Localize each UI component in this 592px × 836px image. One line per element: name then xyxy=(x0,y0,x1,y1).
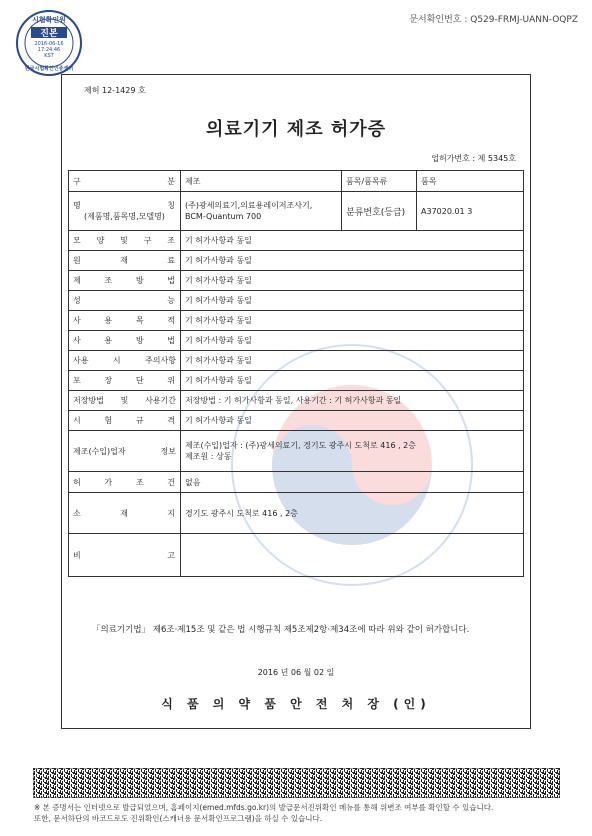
table-row xyxy=(69,391,524,411)
manufacturer-line1: 제조(수입)업자 : (주)광세의료기, 경기도 광주시 도척로 416 , 2층 xyxy=(185,441,416,450)
name-value xyxy=(181,192,342,231)
name-label xyxy=(69,192,181,231)
certificate-title: 의료기기 제조 허가증 xyxy=(205,119,387,140)
document-id: 문서확인번호 : Q529-FRMJ-UANN-OQPZ xyxy=(409,15,578,25)
table-row xyxy=(69,534,524,577)
usage-label: 사 용 방 법 xyxy=(69,331,181,351)
name-label-line1: 명 칭 xyxy=(73,201,176,210)
table-row xyxy=(69,171,524,192)
seal-date: 2016-06-16 xyxy=(34,41,64,47)
material-label: 원 재 료 xyxy=(69,251,181,271)
packaging-label: 포 장 단 위 xyxy=(69,371,181,391)
purpose-label: 사 용 목 적 xyxy=(69,311,181,331)
issue-date: 2016 년 06 월 02 일 xyxy=(257,668,335,677)
location-label: 소 재 지 xyxy=(69,493,181,534)
usage-value: 기 허가사항과 동일 xyxy=(181,331,524,351)
test-spec-value: 기 허가사항과 동일 xyxy=(181,411,524,431)
item-value: 품목 xyxy=(417,171,524,192)
material-value: 기 허가사항과 동일 xyxy=(181,251,524,271)
name-value-line2: BCM-Quantum 700 xyxy=(185,212,262,221)
footer-line1: ※ 본 증명서는 인터넷으로 발급되었으며, 홈페이지(emed.mfds.go.kr)의 발급문서진위확인 메뉴를 통해 위변조 여부를 확인할 수 있습니다. xyxy=(34,803,494,812)
name-value-line1: (주)광세의료기,의료용레이저조사기, xyxy=(185,201,313,210)
verification-barcode-icon xyxy=(33,768,560,798)
seal-main: 진본 xyxy=(40,29,58,39)
type-label: 구 분 xyxy=(69,171,181,192)
type-value: 제조 xyxy=(181,171,342,192)
issuer-name: 식 품 의 약 품 안 전 처 장 (인) xyxy=(161,697,431,711)
table-row xyxy=(69,371,524,391)
table-row xyxy=(69,431,524,472)
class-label: 분류번호(등급) xyxy=(342,192,417,231)
name-label-line2: (제품명,품목명,모델명) xyxy=(84,212,165,221)
remarks-value xyxy=(181,534,524,577)
storage-label: 저장방법 및 사용기간 xyxy=(69,391,181,411)
manufacturer-label: 제조(수입)업자 정보 xyxy=(69,431,181,472)
permit-number: 제허 12-1429 호 xyxy=(84,86,146,95)
remarks-label: 비 고 xyxy=(69,534,181,577)
table-row xyxy=(69,472,524,493)
storage-value: 저장방법 : 기 허가사항과 동일, 사용기간 : 기 허가사항과 동일 xyxy=(181,391,524,411)
table-row xyxy=(69,271,524,291)
class-value: A37020.01 3 xyxy=(417,192,524,231)
performance-value: 기 허가사항과 동일 xyxy=(181,291,524,311)
seal-code: KST xyxy=(44,53,54,59)
purpose-value: 기 허가사항과 동일 xyxy=(181,311,524,331)
table-row xyxy=(69,311,524,331)
permit-details-table xyxy=(68,170,524,577)
footer-note xyxy=(34,802,493,824)
caution-value: 기 허가사항과 동일 xyxy=(181,351,524,371)
authenticity-seal-icon xyxy=(14,8,84,78)
caution-label: 사용 시 주의사항 xyxy=(69,351,181,371)
table-row xyxy=(69,411,524,431)
location-value: 경기도 광주시 도척로 416 , 2층 xyxy=(181,493,524,534)
method-label: 제 조 방 법 xyxy=(69,271,181,291)
test-spec-label: 시 험 규 격 xyxy=(69,411,181,431)
seal-time: 17:24:46 xyxy=(37,47,61,53)
table-row xyxy=(69,231,524,251)
condition-label: 허 가 조 건 xyxy=(69,472,181,493)
condition-value: 없음 xyxy=(181,472,524,493)
table-row xyxy=(69,351,524,371)
footer-line2: 또한, 문서하단의 바코드로도 진위확인(스캐너용 문서확인프로그램)을 하실 수 있습니다. xyxy=(34,814,323,823)
table-row xyxy=(69,291,524,311)
item-label: 품목/품목류 xyxy=(342,171,417,192)
table-row xyxy=(69,493,524,534)
manufacturer-line2: 제조원 : 상동 xyxy=(185,452,232,461)
table-row xyxy=(69,251,524,271)
shape-value: 기 허가사항과 동일 xyxy=(181,231,524,251)
table-row xyxy=(69,192,524,231)
manufacturer-value xyxy=(181,431,524,472)
packaging-value: 기 허가사항과 동일 xyxy=(181,371,524,391)
certificate-frame xyxy=(61,74,531,729)
shape-label: 모 양 및 구 조 xyxy=(69,231,181,251)
method-value: 기 허가사항과 동일 xyxy=(181,271,524,291)
performance-label: 성 능 xyxy=(69,291,181,311)
table-row xyxy=(69,331,524,351)
business-permit-number: 업허가번호 : 제 5345호 xyxy=(431,154,516,163)
seal-bottom-text: 한국시험확인인증센터 xyxy=(24,66,74,72)
seal-top-text: 시험확인원 xyxy=(32,16,66,24)
legal-basis-text: 「의료기기법」 제6조·제15조 및 같은 법 시행규칙 제5조제2항·제34조에 따라 위와 같이 허가합니다. xyxy=(92,625,470,635)
